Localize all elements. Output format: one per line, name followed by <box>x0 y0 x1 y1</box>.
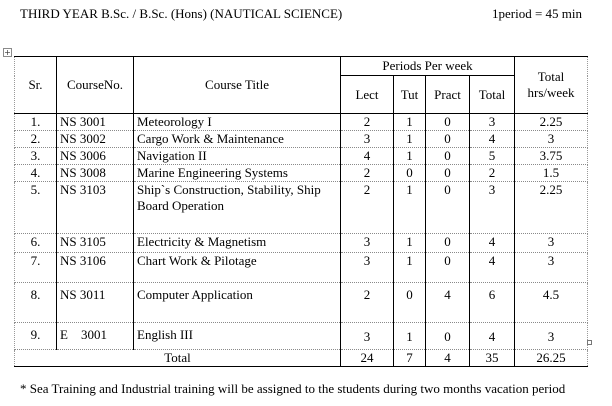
cell-course-title: Cargo Work & Maintenance <box>134 131 341 148</box>
table-row <box>15 323 588 350</box>
cell-pract: 0 <box>426 182 470 234</box>
cell-pract: 0 <box>426 131 470 148</box>
cell-total: 5 <box>470 148 515 165</box>
cell-total: 4 <box>470 234 515 253</box>
cell-sr: 6. <box>15 234 57 253</box>
header-sr: Sr. <box>15 57 57 114</box>
cell-hrs: 2.25 <box>515 114 588 131</box>
header-total-hrs-line1: Total <box>537 69 565 84</box>
cell-lect: 4 <box>341 148 394 165</box>
header-tut: Tut <box>394 76 426 114</box>
cell-lect: 3 <box>341 234 394 253</box>
cell-pract: 0 <box>426 253 470 283</box>
cell-total: 4 <box>470 253 515 283</box>
cell-course-title: Marine Engineering Systems <box>134 165 341 182</box>
table-move-handle-icon[interactable]: + <box>4 48 11 57</box>
cell-sr: 9. <box>15 323 57 350</box>
cell-lect: 3 <box>341 323 394 350</box>
cell-sr: 8. <box>15 283 57 323</box>
table-resize-handle[interactable] <box>587 340 592 345</box>
cell-hrs: 3 <box>515 131 588 148</box>
table-row <box>15 253 588 283</box>
cell-sr: 2. <box>15 131 57 148</box>
cell-lect: 2 <box>341 182 394 234</box>
header-total-hrs-line2: hrs/week <box>527 85 575 100</box>
cell-course-no: NS 3105 <box>57 234 134 253</box>
cell-course-no: NS 3006 <box>57 148 134 165</box>
cell-course-title: Computer Application <box>134 283 341 323</box>
table-row <box>15 283 588 323</box>
cell-hrs: 3 <box>515 234 588 253</box>
cell-hrs: 1.5 <box>515 165 588 182</box>
table-row <box>15 148 588 165</box>
cell-pract: 0 <box>426 323 470 350</box>
cell-course-no: NS 3008 <box>57 165 134 182</box>
header-lect: Lect <box>341 76 394 114</box>
header-pract: Pract <box>426 76 470 114</box>
cell-sr: 1. <box>15 114 57 131</box>
cell-course-title: Meteorology I <box>134 114 341 131</box>
cell-tut: 1 <box>394 131 426 148</box>
cell-lect: 3 <box>341 131 394 148</box>
cell-lect: 2 <box>341 114 394 131</box>
header-course-title: Course Title <box>134 57 341 114</box>
cell-course-title: Chart Work & Pilotage <box>134 253 341 283</box>
cell-lect: 2 <box>341 283 394 323</box>
cell-course-no: NS 3103 <box>57 182 134 234</box>
totals-pract: 4 <box>426 350 470 367</box>
document-title: THIRD YEAR B.Sc. / B.Sc. (Hons) (NAUTICAL SCIENCE) <box>20 6 343 21</box>
cell-course-title-line2: Board Operation <box>137 198 225 213</box>
header-course-no: CourseNo. <box>57 57 134 114</box>
cell-course-no: NS 3001 <box>57 114 134 131</box>
cell-course-title: Electricity & Magnetism <box>134 234 341 253</box>
cell-course-title: Navigation II <box>134 148 341 165</box>
table-row <box>15 114 588 131</box>
cell-total: 3 <box>470 182 515 234</box>
cell-tut: 0 <box>394 283 426 323</box>
period-note: 1period = 45 min <box>492 6 583 21</box>
totals-hrs: 26.25 <box>515 350 588 367</box>
cell-tut: 1 <box>394 148 426 165</box>
cell-tut: 1 <box>394 114 426 131</box>
cell-total: 3 <box>470 114 515 131</box>
cell-pract: 0 <box>426 148 470 165</box>
cell-course-title <box>134 182 341 234</box>
cell-course-title-line1: Ship`s Construction, Stability, Ship <box>137 182 321 197</box>
cell-total: 6 <box>470 283 515 323</box>
cell-hrs: 2.25 <box>515 182 588 234</box>
cell-tut: 1 <box>394 182 426 234</box>
cell-lect: 3 <box>341 253 394 283</box>
header-periods-per-week: Periods Per week <box>341 57 515 76</box>
cell-pract: 0 <box>426 234 470 253</box>
table-row <box>15 234 588 253</box>
cell-sr: 7. <box>15 253 57 283</box>
cell-tut: 1 <box>394 323 426 350</box>
cell-total: 4 <box>470 131 515 148</box>
cell-tut: 1 <box>394 234 426 253</box>
totals-tut: 7 <box>394 350 426 367</box>
header-total-hrs <box>515 57 588 114</box>
cell-course-no: NS 3106 <box>57 253 134 283</box>
cell-tut: 1 <box>394 253 426 283</box>
cell-course-no: E 3001 <box>57 323 134 350</box>
table-row <box>15 182 588 234</box>
cell-hrs: 3 <box>515 253 588 283</box>
cell-lect: 2 <box>341 165 394 182</box>
footnote: * Sea Training and Industrial training will be assigned to the students during two months vacation period <box>20 381 566 396</box>
cell-sr: 4. <box>15 165 57 182</box>
cell-course-no: NS 3002 <box>57 131 134 148</box>
course-table <box>14 56 588 367</box>
cell-course-title: English III <box>134 323 341 350</box>
totals-total: 35 <box>470 350 515 367</box>
cell-hrs: 3.75 <box>515 148 588 165</box>
totals-lect: 24 <box>341 350 394 367</box>
cell-total: 4 <box>470 323 515 350</box>
cell-hrs: 3 <box>515 323 588 350</box>
cell-pract: 0 <box>426 165 470 182</box>
totals-row <box>15 350 588 367</box>
cell-sr: 3. <box>15 148 57 165</box>
cell-course-no: NS 3011 <box>57 283 134 323</box>
cell-pract: 4 <box>426 283 470 323</box>
table-row <box>15 165 588 182</box>
cell-tut: 0 <box>394 165 426 182</box>
cell-hrs: 4.5 <box>515 283 588 323</box>
cell-pract: 0 <box>426 114 470 131</box>
cell-sr: 5. <box>15 182 57 234</box>
table-row <box>15 131 588 148</box>
totals-label: Total <box>15 350 341 367</box>
header-total: Total <box>470 76 515 114</box>
cell-total: 2 <box>470 165 515 182</box>
